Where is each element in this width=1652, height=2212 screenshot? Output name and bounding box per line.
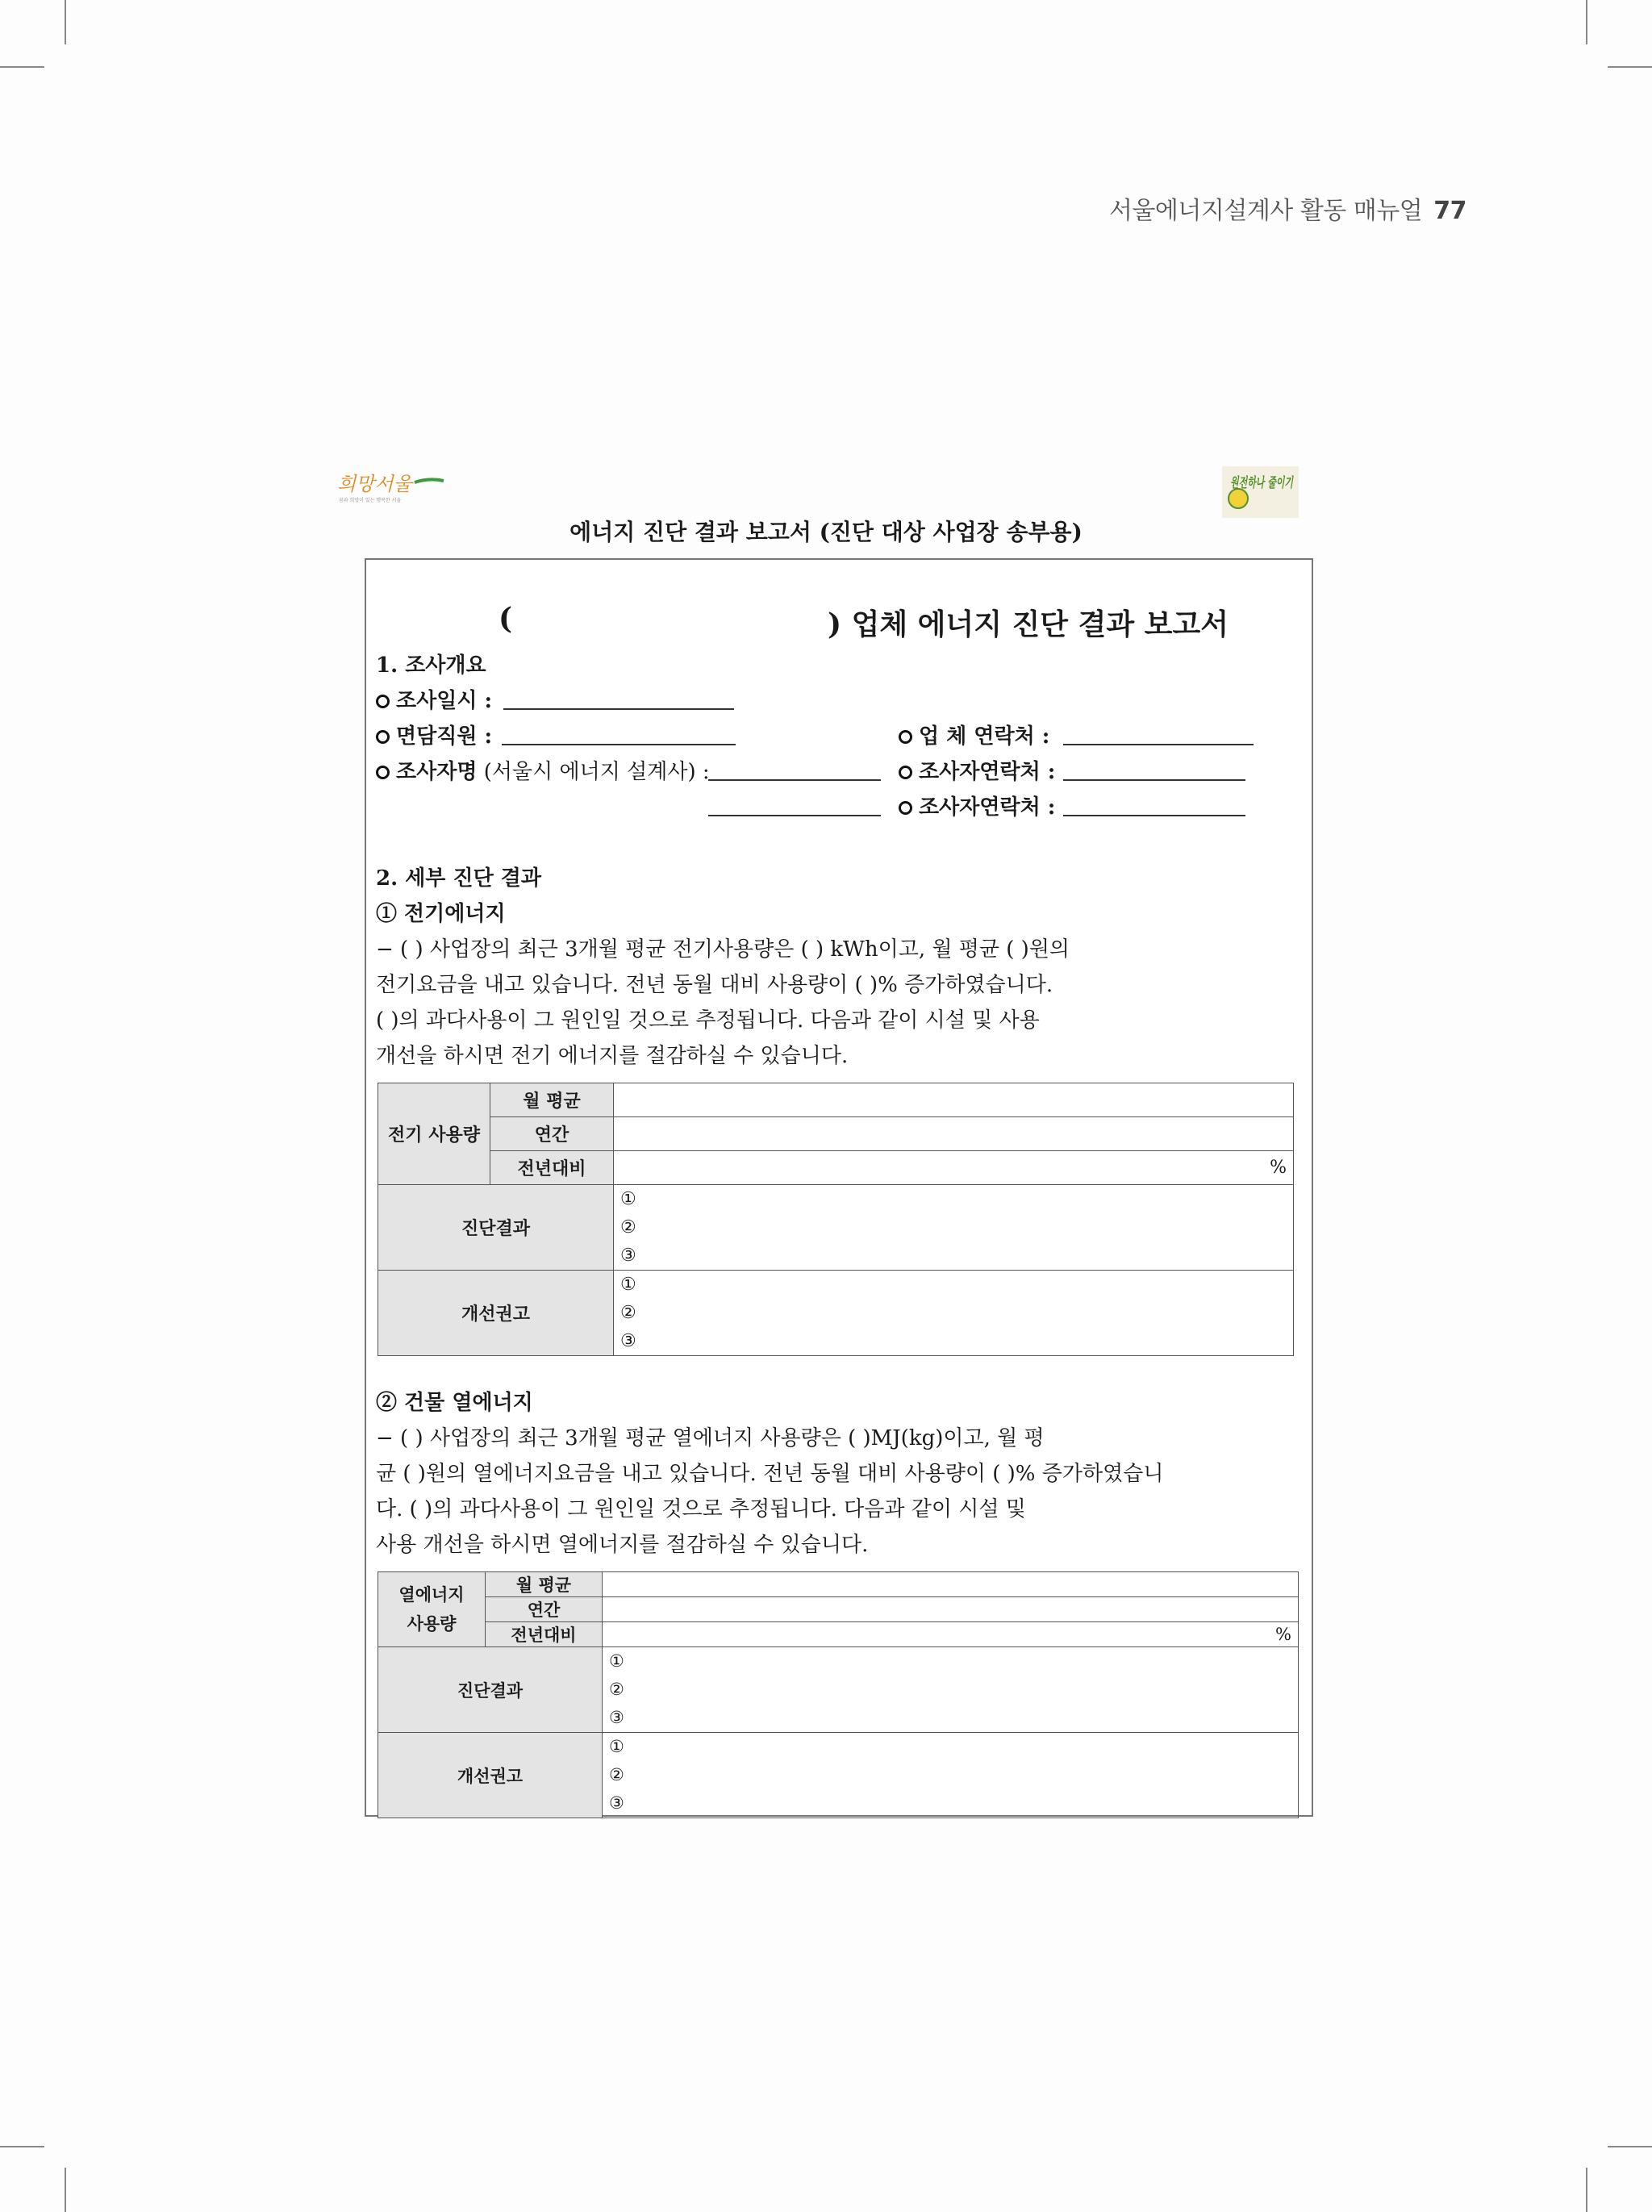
company-contact-label: 업 체 연락처 : — [899, 720, 1049, 749]
item-mark: ① — [620, 1189, 636, 1209]
heat-paragraph-line: 다. ( )의 과다사용이 그 원인일 것으로 추정됩니다. 다음과 같이 시설 및 — [376, 1497, 1026, 1521]
electric-usage-table — [378, 1083, 1294, 1356]
electric-heading: ① 전기에너지 — [376, 902, 506, 926]
svg-text:희망서울: 희망서울 — [337, 473, 412, 495]
heat-paragraph-line: 균 ( )원의 열에너지요금을 내고 있습니다. 전년 동월 대비 사용량이 ( )% 증가하였습니 — [376, 1462, 1164, 1486]
crop-mark — [1586, 0, 1587, 44]
heat-recommendation-items[interactable] — [603, 1733, 1299, 1818]
monthly-average-label: 월 평균 — [486, 1572, 603, 1597]
heat-paragraph-line: − ( ) 사업장의 최근 3개월 평균 열에너지 사용량은 ( )MJ(kg)이고, 월 평 — [376, 1426, 1045, 1450]
percent-sign: % — [1275, 1625, 1291, 1644]
electric-diagnosis-items[interactable] — [614, 1185, 1294, 1271]
crop-mark — [1608, 66, 1652, 68]
recommendation-label: 개선권고 — [378, 1733, 603, 1818]
item-mark: ① — [620, 1275, 636, 1295]
running-head — [1109, 190, 1466, 226]
company-contact-field[interactable] — [1063, 744, 1254, 745]
diagnosis-label: 진단결과 — [378, 1185, 614, 1271]
item-mark: ① — [609, 1651, 624, 1671]
diagnosis-label: 진단결과 — [378, 1647, 603, 1733]
item-mark: ③ — [620, 1246, 636, 1266]
section1-heading: 1. 조사개요 — [376, 653, 486, 678]
svg-text:꿈과 희망이 있는 행복한 서울: 꿈과 희망이 있는 행복한 서울 — [339, 498, 402, 503]
recommendation-label: 개선권고 — [378, 1271, 614, 1356]
heat-usage-label: 열에너지 사용량 — [378, 1572, 486, 1647]
yoy-label: 전년대비 — [490, 1151, 614, 1185]
crop-mark — [1586, 2168, 1587, 2212]
item-mark: ③ — [609, 1793, 624, 1813]
item-mark: ② — [609, 1765, 624, 1784]
heat-yoy-value[interactable] — [603, 1622, 1299, 1647]
electric-paragraph-line: 개선을 하시면 전기 에너지를 절감하실 수 있습니다. — [376, 1044, 849, 1068]
item-mark: ① — [609, 1737, 624, 1756]
circle-bullet-icon — [376, 766, 390, 779]
electric-annual-value[interactable] — [614, 1117, 1294, 1151]
staff-label: 면담직원 : — [376, 720, 492, 749]
survey-date-field[interactable] — [503, 708, 734, 710]
circle-bullet-icon — [899, 730, 912, 744]
crop-mark — [65, 2168, 66, 2212]
surveyor-label: 조사자명 (서울시 에너지 설계사) : — [376, 755, 710, 785]
electric-paragraph-line: − ( ) 사업장의 최근 3개월 평균 전기사용량은 ( ) kWh이고, 월 평균 ( )원의 — [376, 937, 1070, 962]
heat-paragraph-line: 사용 개선을 하시면 열에너지를 절감하실 수 있습니다. — [376, 1533, 869, 1557]
surveyor-name-field-2[interactable] — [708, 815, 881, 816]
heat-usage-table — [378, 1571, 1299, 1818]
electric-paragraph-line: ( )의 과다사용이 그 원인일 것으로 추정됩니다. 다음과 같이 시설 및 사용 — [376, 1008, 1040, 1033]
surveyor-contact-label-1: 조사자연락처 : — [899, 755, 1055, 785]
report-title: ) 업체 에너지 진단 결과 보고서 — [828, 607, 1229, 641]
heat-monthly-value[interactable] — [603, 1572, 1299, 1597]
nuclear-reduction-logo — [1222, 466, 1299, 518]
survey-date-label: 조사일시 : — [376, 684, 492, 714]
monthly-average-label: 월 평균 — [490, 1083, 614, 1117]
item-mark: ② — [620, 1217, 636, 1237]
crop-mark — [0, 66, 44, 68]
electric-paragraph-line: 전기요금을 내고 있습니다. 전년 동월 대비 사용량이 ( )% 증가하였습니다. — [376, 973, 1053, 997]
svg-text:원전하나 줄이기: 원전하나 줄이기 — [1230, 475, 1295, 491]
circle-bullet-icon — [899, 801, 912, 815]
electric-usage-label: 전기 사용량 — [378, 1083, 490, 1185]
yoy-label: 전년대비 — [486, 1622, 603, 1647]
item-mark: ③ — [620, 1331, 636, 1351]
item-mark: ③ — [609, 1708, 624, 1727]
electric-monthly-value[interactable] — [614, 1083, 1294, 1117]
percent-sign: % — [1270, 1158, 1287, 1178]
electric-yoy-value[interactable] — [614, 1151, 1294, 1185]
surveyor-name-field-1[interactable] — [708, 779, 881, 781]
heat-diagnosis-items[interactable] — [603, 1647, 1299, 1733]
report-form — [365, 558, 1313, 1817]
item-mark: ② — [609, 1680, 624, 1699]
circle-bullet-icon — [376, 730, 390, 744]
report-title-open: ( — [499, 602, 513, 636]
surveyor-contact-label-2: 조사자연락처 : — [899, 791, 1055, 820]
circle-bullet-icon — [899, 766, 912, 779]
circle-bullet-icon — [376, 695, 390, 708]
annual-label: 연간 — [486, 1597, 603, 1622]
crop-mark — [1608, 2146, 1652, 2147]
heat-annual-value[interactable] — [603, 1597, 1299, 1622]
item-mark: ② — [620, 1303, 636, 1323]
page-number: 77 — [1433, 197, 1466, 225]
document-caption: 에너지 진단 결과 보고서 (진단 대상 사업장 송부용) — [569, 519, 1083, 545]
surveyor-contact-field-1[interactable] — [1063, 779, 1245, 781]
section2-heading: 2. 세부 진단 결과 — [376, 866, 541, 891]
heat-heading: ② 건물 열에너지 — [376, 1391, 533, 1415]
crop-mark — [65, 0, 66, 44]
annual-label: 연간 — [490, 1117, 614, 1151]
hope-seoul-logo — [334, 466, 447, 507]
electric-recommendation-items[interactable] — [614, 1271, 1294, 1356]
surveyor-contact-field-2[interactable] — [1063, 815, 1245, 816]
crop-mark — [0, 2146, 44, 2147]
staff-field[interactable] — [502, 744, 736, 745]
manual-title: 서울에너지설계사 활동 매뉴얼 — [1108, 197, 1423, 225]
